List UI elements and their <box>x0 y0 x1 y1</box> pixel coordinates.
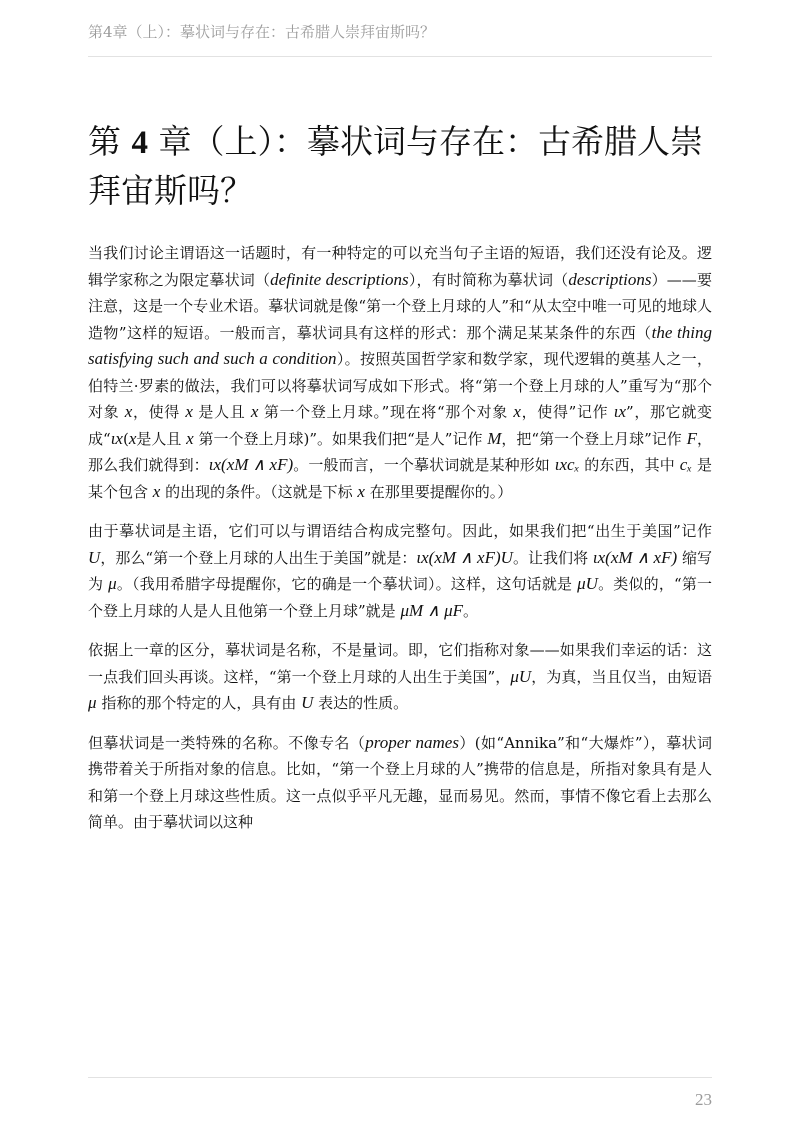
text-run: ）——要注意，这是一个专业术语。摹状词就是像“第一个登上月球的人”和“从太空中唯一可见的地球人造物”这样的短语。一般而言，摹状词具有这样的形式：那个满足某某条件的东西（ <box>88 270 712 342</box>
text-run: 。 <box>463 601 479 620</box>
chapter-title-text: 章（上）：摹状词与存在：古希腊人崇拜宙斯吗？ <box>88 122 703 210</box>
header-rule <box>88 56 712 57</box>
text-run: 的东西，其中 <box>579 456 680 474</box>
footer-rule <box>88 1077 712 1078</box>
english-term: the thing satisfying such and such a condition <box>88 322 712 368</box>
math-expression: μU <box>510 666 532 686</box>
text-run: ( <box>122 429 129 448</box>
paragraph-2 <box>88 518 712 624</box>
text-run: 。（我用希腊字母提醒你，它的确是一个摹状词）。这样，这句话就是 <box>116 575 578 593</box>
math-expression: cₓ <box>679 455 693 474</box>
text-run: 当我们讨论主谓语这一话题时，有一种特定的可以充当句子主语的短语，我们还没有论及。逻辑学家称之为限定摹状词（ <box>88 244 712 289</box>
math-expression: x <box>250 402 259 421</box>
math-expression: ιx <box>110 428 123 448</box>
text-run: ”，那它就变成“ <box>88 403 712 448</box>
text-run: ，为真，当且仅当，由短语 <box>531 667 712 686</box>
page-number: 23 <box>695 1090 712 1109</box>
text-run: 第一个登上月球)”。如果我们把“是人”记作 <box>193 429 488 448</box>
math-expression: M <box>487 428 502 448</box>
math-expression: x <box>152 481 161 501</box>
text-run: 在那里要提醒你的。） <box>364 482 513 501</box>
text-run: 。类似的，“第一个登上月球的人是人且他第一个登上月球”就是 <box>88 575 713 620</box>
text-run: 缩写为 <box>88 548 712 593</box>
math-expression: x <box>124 402 133 421</box>
math-expression: ιx(xM ∧ xF) <box>592 547 678 567</box>
text-run: 指称的那个特定的人，具有由 <box>96 694 302 712</box>
math-expression: U <box>88 547 101 567</box>
text-run: 是人且 <box>136 429 187 448</box>
paragraph-4 <box>88 730 712 836</box>
text-run: ）。按照英国哲学家和数学家，现代逻辑的奠基人之一，伯特兰·罗素的做法，我们可以将摹状词写成如下形式。将“第一个登上月球的人”重写为“那个对象 <box>88 350 712 421</box>
english-term: descriptions <box>568 269 652 289</box>
math-expression: U <box>301 693 314 712</box>
text-run: 。让我们将 <box>512 548 593 567</box>
body-text <box>88 240 712 849</box>
math-expression: μ <box>88 693 97 712</box>
math-expression: F <box>686 428 697 448</box>
text-run: ），有时简称为摹状词（ <box>408 270 569 289</box>
math-expression: μM ∧ μF <box>400 600 464 620</box>
text-run: 依据上一章的区分，摹状词是名称，不是量词。即，它们指称对象——如果我们幸运的话：这一点我们回头再谈。这样，“第一个登上月球的人出生于美国”， <box>88 641 712 686</box>
text-run: 表达的性质。 <box>313 694 409 712</box>
text-run: ，使得 <box>132 403 186 421</box>
chapter-number: 4 <box>131 125 148 161</box>
text-run: ，把“第一个登上月球”记作 <box>501 429 687 448</box>
chapter-title-prefix: 第 <box>88 122 121 161</box>
text-run: 是某个包含 <box>88 456 712 501</box>
text-run: 由于摹状词是主语，它们可以与谓语结合构成完整句。因此，如果我们把“出生于美国”记作 <box>88 522 712 540</box>
text-run: 的出现的条件。（这就是下标 <box>160 482 358 501</box>
math-expression: ιxcₓ <box>554 455 580 474</box>
text-run: 但摹状词是一类特殊的名称。不像专名（ <box>88 733 366 752</box>
math-expression: x <box>513 402 521 421</box>
math-expression: x <box>128 428 137 448</box>
math-expression: ιx <box>613 402 626 421</box>
chapter-title <box>88 118 712 215</box>
math-expression: μ <box>108 574 117 593</box>
text-run: ）(如“Annika”和“大爆炸”），摹状词携带着关于所指对象的信息。比如，“第一个登上月球的人”携带的信息是，所指对象具有是人和第一个登上月球这些性质。这一点似乎平凡无趣，显而易见。然而，事情不像它看上去那么简单。由于摹状词以这种 <box>88 733 712 831</box>
paragraph-3 <box>88 637 712 717</box>
english-term: definite descriptions <box>270 269 409 289</box>
paragraph-1 <box>88 240 712 505</box>
math-expression: x <box>357 481 365 501</box>
math-expression: ιx(xM ∧ xF) <box>208 455 294 474</box>
text-run: 第一个登上月球。”现在将“那个对象 <box>258 403 514 421</box>
english-term: proper names <box>365 732 459 752</box>
math-expression: x <box>185 402 193 421</box>
text-run: ，那么我们就得到： <box>88 429 712 474</box>
running-header: 第4章（上）：摹状词与存在：古希腊人崇拜宙斯吗？ <box>88 23 436 41</box>
text-run: ，使得”记作 <box>520 403 614 421</box>
math-expression: x <box>186 428 194 448</box>
text-run: 是人且 <box>192 403 251 421</box>
math-expression: μU <box>577 574 598 593</box>
text-run: ，那么“第一个登上月球的人出生于美国”就是： <box>100 548 417 567</box>
text-run: 。一般而言，一个摹状词就是某种形如 <box>293 456 555 474</box>
math-expression: ιx(xM ∧ xF)U <box>416 547 513 567</box>
